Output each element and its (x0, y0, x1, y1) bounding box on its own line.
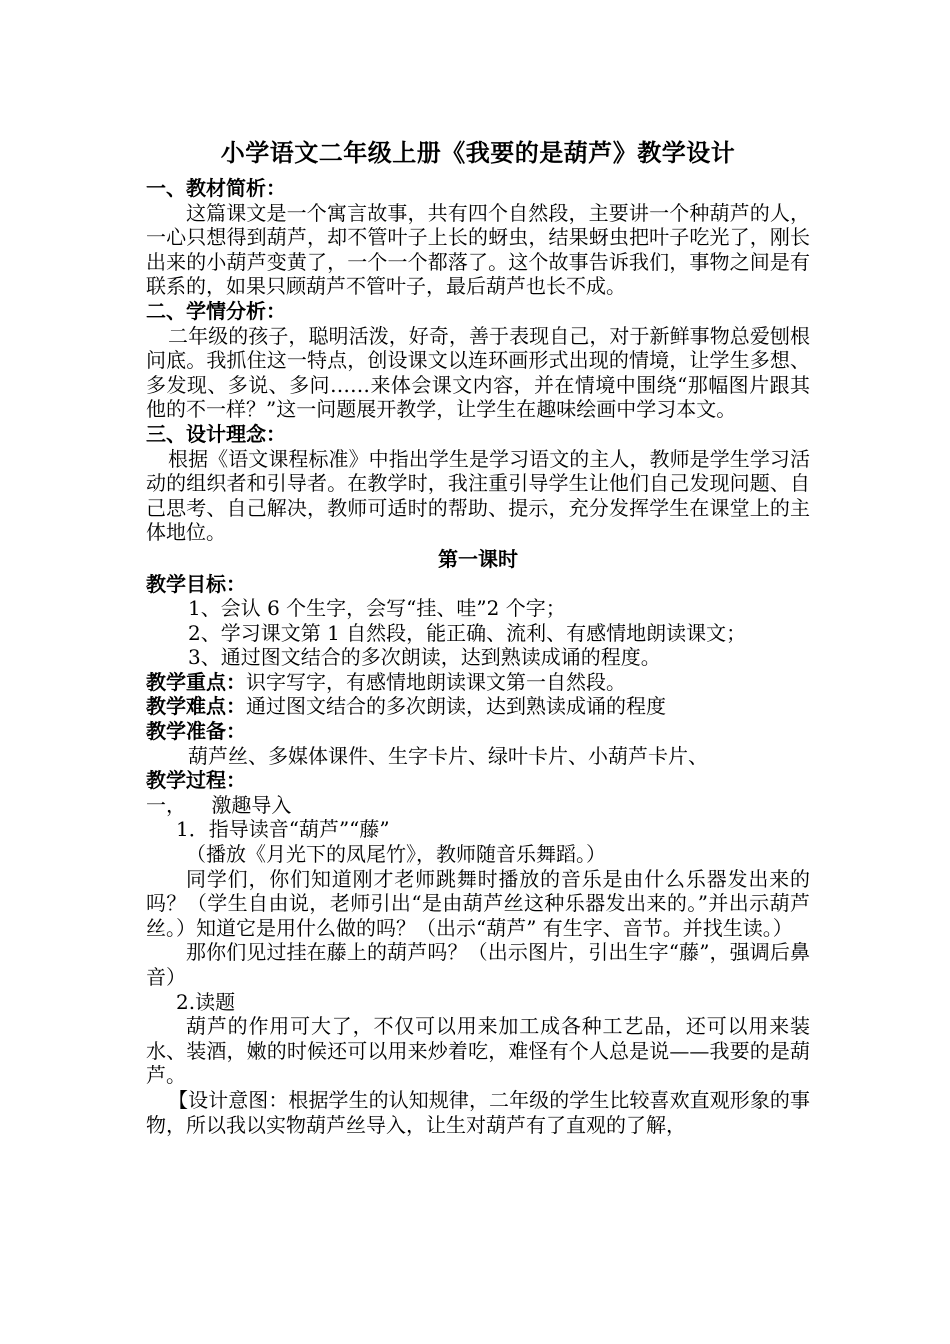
section-heading-materials: 一、教材简析： (146, 176, 286, 200)
section-body-students: 二年级的孩子，聪明活泼，好奇，善于表现自己，对于新鲜事物总爱刨根问底。我抓住这一特点，创设课文以连环画形式出现的情境，让学生多想、多发现、多说、多问……来体会课文内容，并在情境中围绕“那幅图片跟其他的不一样？”这一问题展开教学，让学生在趣味绘画中学习本文。 (146, 323, 810, 422)
difficulty-label: 教学难点： (146, 694, 246, 719)
section-heading-concept: 三、设计理念： (146, 421, 286, 446)
focus-label: 教学重点： (146, 669, 246, 694)
goals-heading: 教学目标： (146, 571, 246, 596)
design-intent-paragraph: 【设计意图：根据学生的认知规律，二年级的学生比较喜欢直观形象的事物，所以我以实物葫芦丝导入，让生对葫芦有了直观的了解， (146, 1087, 810, 1137)
process-sub-2: 2.读题 (176, 989, 236, 1014)
goal-item: 3、通过图文结合的多次朗读，达到熟读成诵的程度。 (188, 645, 661, 670)
focus-line (146, 670, 810, 695)
process-heading: 教学过程： (146, 768, 246, 793)
document-title: 小学语文二年级上册《我要的是葫芦》教学设计 (220, 138, 736, 167)
process-sub-1: 1．指导读音“葫芦”“藤” (176, 817, 390, 842)
process-paragraph: （播放《月光下的凤尾竹》，教师随音乐舞蹈。） (186, 842, 606, 867)
process-paragraph: 葫芦的作用可大了，不仅可以用来加工成各种工艺品，还可以用来装水、装酒，嫩的时候还可以用来炒着吃，难怪有个人总是说——我要的是葫芦。 (146, 1014, 810, 1088)
focus-text: 识字写字，有感情地朗读课文第一自然段。 (246, 669, 626, 694)
goal-item: 1、会认 6 个生字，会写“挂、哇”2 个字； (188, 596, 566, 621)
difficulty-text: 通过图文结合的多次朗读，达到熟读成诵的程度 (246, 694, 666, 719)
prep-heading: 教学准备： (146, 719, 246, 744)
prep-text: 葫芦丝、多媒体课件、生字卡片、绿叶卡片、小葫芦卡片、 (188, 743, 708, 768)
section-body-materials: 这篇课文是一个寓言故事，共有四个自然段，主要讲一个种葫芦的人，一心只想得到葫芦，却不管叶子上长的蚜虫，结果蚜虫把叶子吃光了，刚长出来的小葫芦变黄了，一个一个都落了。这个故事告诉我们，事物之间是有联系的，如果只顾葫芦不管叶子，最后葫芦也长不成。 (146, 200, 810, 299)
difficulty-line (146, 694, 810, 719)
goal-item: 2、学习课文第 1 自然段，能正确、流利、有感情地朗读课文； (188, 620, 747, 645)
section-body-concept: 根据《语文课程标准》中指出学生是学习语文的主人，教师是学生学习活动的组织者和引导者。在教学时，我注重引导学生让他们自己发现问题、自己思考、自己解决，教师可适时的帮助、提示，充分发挥学生在课堂上的主体地位。 (146, 446, 810, 545)
process-paragraph: 同学们，你们知道刚才老师跳舞时播放的音乐是由什么乐器发出来的吗？（学生自由说，老师引出“是由葫芦丝这种乐器发出来的。”并出示葫芦丝。）知道它是用什么做的吗？（出示“葫芦” 有生字、音节。并找生读。） (146, 866, 810, 940)
process-step-1: 一， 激趣导入 (146, 792, 292, 817)
section-heading-students: 二、学情分析： (146, 298, 286, 323)
document-page (146, 138, 810, 1137)
process-paragraph: 那你们见过挂在藤上的葫芦吗？（出示图片，引出生字“藤”，强调后鼻音） (146, 940, 810, 989)
lesson-heading: 第一课时 (438, 546, 518, 571)
